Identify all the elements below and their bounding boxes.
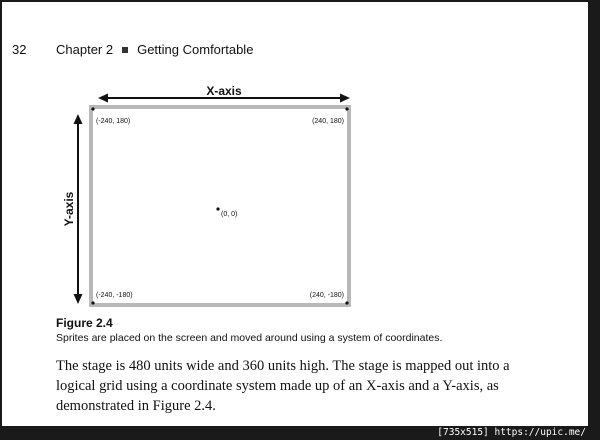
square-bullet-icon bbox=[122, 47, 128, 53]
center-label: (0, 0) bbox=[221, 211, 238, 218]
figure-caption-text: Sprites are placed on the screen and moved around using a system of coordinates. bbox=[56, 332, 443, 344]
coordinate-diagram bbox=[60, 84, 360, 314]
chapter-title: Getting Comfortable bbox=[137, 42, 254, 57]
chapter-label: Chapter 2 bbox=[56, 42, 114, 57]
page-number: 32 bbox=[12, 42, 27, 57]
corner-label-bottom-right: (240, -180) bbox=[309, 292, 344, 299]
page-border-right bbox=[588, 0, 600, 440]
corner-label-top-left: (-240, 180) bbox=[96, 118, 131, 125]
page-border-top bbox=[0, 0, 600, 2]
corner-label-top-right: (240, 180) bbox=[312, 118, 344, 125]
y-axis-label: Y-axis bbox=[62, 191, 76, 227]
body-paragraph: The stage is 480 units wide and 360 units high. The stage is mapped out into a logical grid using a coordinate system made up of an X-axis and a Y-axis, as demonstrated in Figure 2.4. bbox=[56, 358, 510, 414]
watermark-text: [735x515] https://upic.me/ bbox=[437, 427, 586, 438]
x-axis-label: X-axis bbox=[206, 84, 242, 98]
page-border-left bbox=[0, 0, 2, 440]
figure-caption-title: Figure 2.4 bbox=[56, 316, 113, 330]
corner-point-top-left bbox=[91, 107, 94, 110]
corner-point-bottom-left bbox=[91, 301, 94, 304]
running-head bbox=[12, 40, 253, 60]
corner-point-top-right bbox=[345, 107, 348, 110]
corner-label-bottom-left: (-240, -180) bbox=[96, 292, 133, 299]
stage-rectangle bbox=[91, 107, 349, 305]
coordinate-figure bbox=[60, 84, 360, 314]
center-point bbox=[216, 207, 219, 210]
corner-point-bottom-right bbox=[345, 301, 348, 304]
